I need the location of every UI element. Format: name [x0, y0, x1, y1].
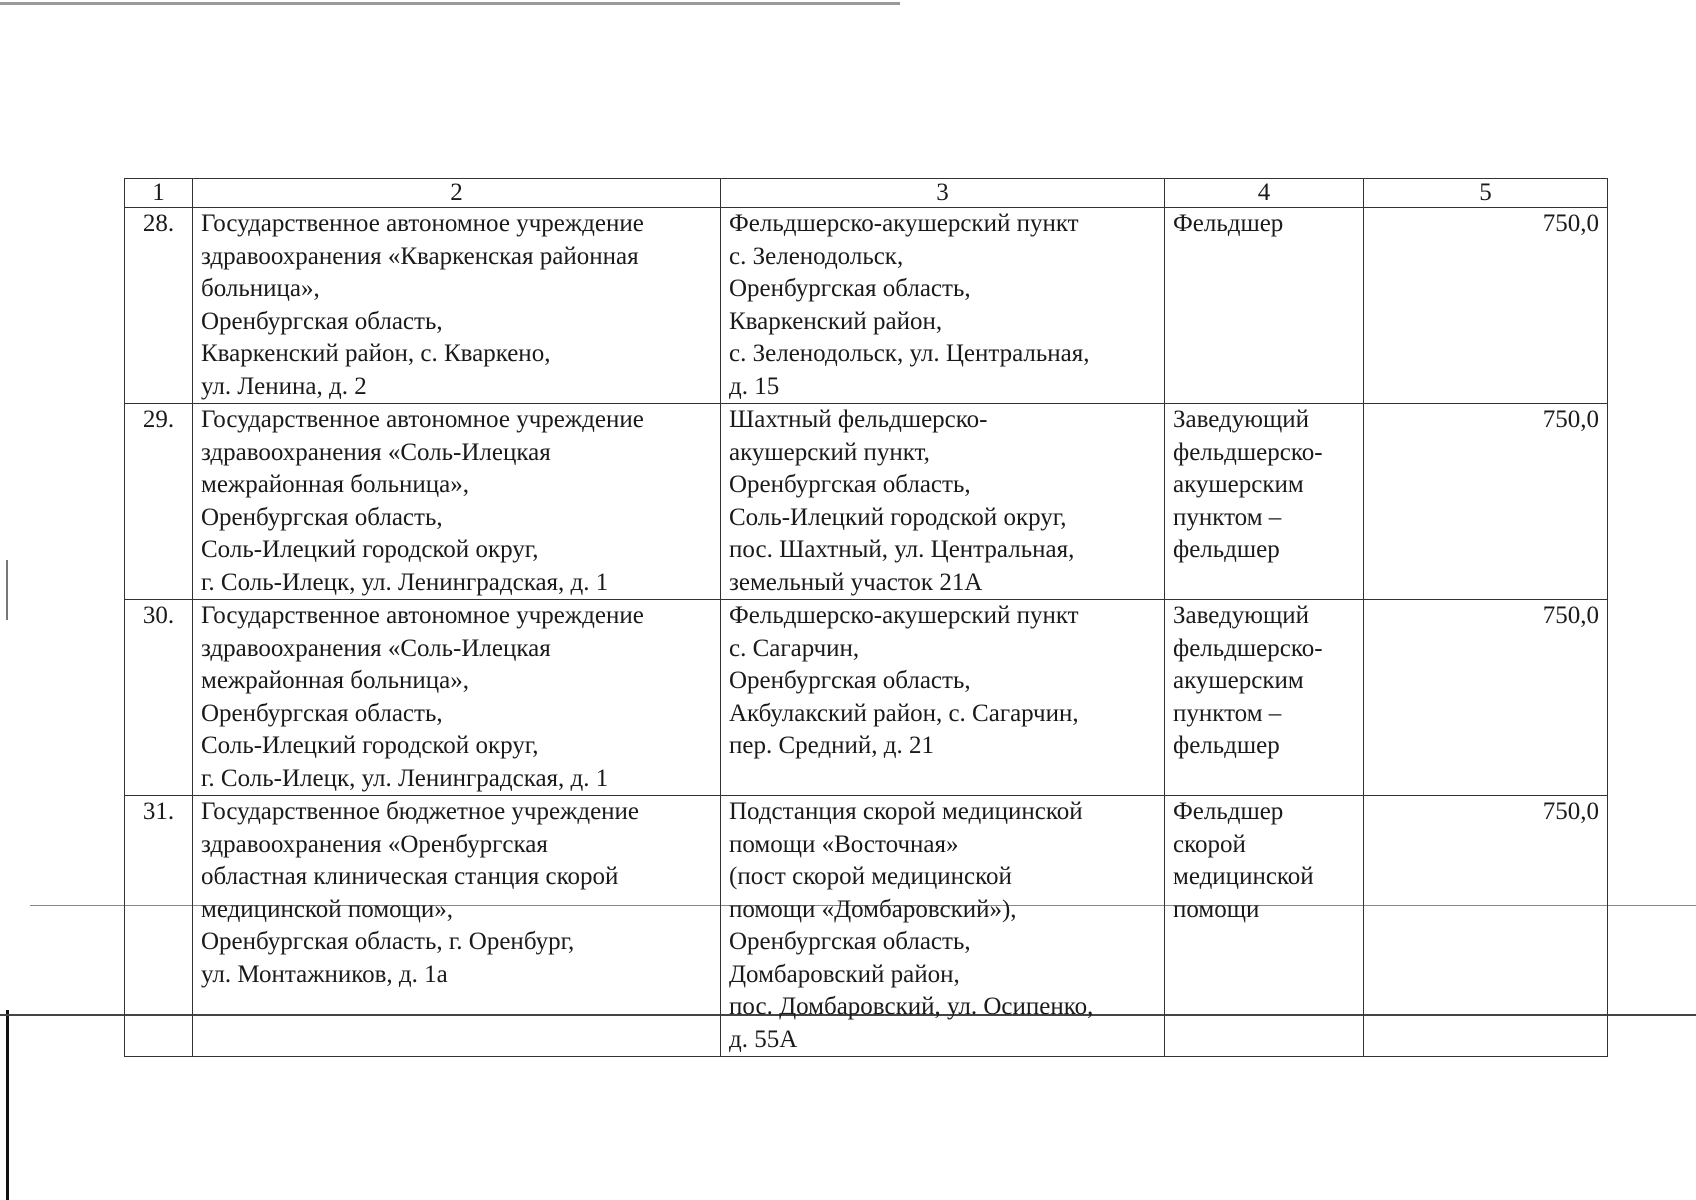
column-header: 3 — [721, 179, 1165, 208]
position-line: пунктом – — [1173, 699, 1282, 727]
location-line: с. Сагарчин, — [729, 634, 860, 662]
institution-line: Оренбургская область, — [201, 307, 443, 335]
institution-line: Оренбургская область, г. Оренбург, — [201, 928, 575, 955]
position-line: фельдшерско- — [1173, 634, 1323, 662]
institution-line: Соль-Илецкий городской округ, — [201, 732, 539, 759]
location-line: с. Зеленодольск, — [729, 242, 904, 270]
amount-cell: 750,0 — [1364, 208, 1608, 404]
amount-cell: 750,0 — [1364, 600, 1608, 796]
location-line: пос. Шахтный, ул. Центральная, — [729, 536, 1075, 563]
institution-line: здравоохранения «Кваркенская районная — [201, 242, 639, 270]
document-table — [124, 178, 1608, 1057]
position-line: скорой — [1173, 830, 1246, 858]
position-line: фельдшер — [1173, 732, 1280, 759]
location-line: пос. Домбаровский, ул. Осипенко, — [729, 993, 1094, 1020]
institution-line: Государственное автономное учреждение — [201, 210, 644, 237]
location-cell — [721, 796, 1165, 1057]
location-cell — [721, 404, 1165, 600]
position-line: пунктом – — [1173, 503, 1282, 531]
institution-line: межрайонная больница», — [201, 667, 470, 694]
scan-artifact-left-line — [6, 1010, 9, 1200]
institution-line: Соль-Илецкий городской округ, — [201, 536, 539, 563]
location-line: Оренбургская область, — [729, 275, 971, 302]
row-number: 31. — [125, 796, 193, 1057]
position-line: акушерским — [1173, 667, 1304, 694]
institution-line: здравоохранения «Соль-Илецкая — [201, 634, 551, 662]
institution-cell — [193, 404, 721, 600]
location-line: (пост скорой медицинской — [729, 863, 1012, 890]
table-row — [125, 600, 1608, 796]
location-line: Домбаровский район, — [729, 960, 960, 988]
institution-line: здравоохранения «Оренбургская — [201, 830, 548, 858]
position-line: фельдшерско- — [1173, 438, 1323, 466]
location-line: акушерский пункт, — [729, 438, 930, 466]
location-line: д. 15 — [729, 372, 780, 400]
scan-artifact-top-line — [0, 2, 900, 5]
location-line: помощи «Восточная» — [729, 830, 959, 858]
location-line: земельный участок 21А — [729, 568, 983, 596]
location-line: помощи «Домбаровский»), — [729, 895, 1017, 923]
row-number: 28. — [125, 208, 193, 404]
institution-cell — [193, 796, 721, 1057]
table-row — [125, 796, 1608, 1057]
location-line: Подстанция скорой медицинской — [729, 798, 1083, 825]
institution-line: Государственное бюджетное учреждение — [201, 798, 640, 825]
institution-line: Оренбургская область, — [201, 503, 443, 531]
location-line: Оренбургская область, — [729, 471, 971, 498]
column-header: 1 — [125, 179, 193, 208]
institution-line: межрайонная больница», — [201, 471, 470, 498]
location-line: Акбулакский район, с. Сагарчин, — [729, 699, 1079, 727]
location-line: д. 55А — [729, 1025, 798, 1053]
institution-line: медицинской помощи», — [201, 895, 454, 923]
location-line: Оренбургская область, — [729, 667, 971, 694]
institution-line: больница», — [201, 275, 320, 302]
institution-line: г. Соль-Илецк, ул. Ленинградская, д. 1 — [201, 764, 609, 792]
location-line: Шахтный фельдшерско- — [729, 406, 988, 433]
position-cell — [1165, 796, 1364, 1057]
location-line: Оренбургская область, — [729, 928, 971, 955]
institution-line: Государственное автономное учреждение — [201, 406, 644, 433]
amount-cell: 750,0 — [1364, 796, 1608, 1057]
scan-artifact-left-mark — [6, 560, 8, 620]
table-header-row — [125, 179, 1608, 208]
institution-line: Оренбургская область, — [201, 699, 443, 727]
position-line: Заведующий — [1173, 602, 1309, 629]
institution-cell — [193, 208, 721, 404]
position-cell — [1165, 600, 1364, 796]
position-line: Заведующий — [1173, 406, 1309, 433]
column-header: 5 — [1364, 179, 1608, 208]
institution-line: ул. Ленина, д. 2 — [201, 372, 367, 400]
institution-line: г. Соль-Илецк, ул. Ленинградская, д. 1 — [201, 568, 609, 596]
institution-line: областная клиническая станция скорой — [201, 863, 619, 890]
table-row — [125, 404, 1608, 600]
location-cell — [721, 600, 1165, 796]
position-line: фельдшер — [1173, 536, 1280, 563]
location-line: Кваркенский район, — [729, 307, 943, 335]
location-line: Фельдшерско-акушерский пункт — [729, 210, 1079, 237]
table-row — [125, 208, 1608, 404]
institution-line: здравоохранения «Соль-Илецкая — [201, 438, 551, 466]
position-line: акушерским — [1173, 471, 1304, 498]
location-line: Соль-Илецкий городской округ, — [729, 503, 1067, 531]
amount-cell: 750,0 — [1364, 404, 1608, 600]
location-line: с. Зеленодольск, ул. Центральная, — [729, 340, 1090, 367]
position-cell — [1165, 208, 1364, 404]
position-cell — [1165, 404, 1364, 600]
position-line: Фельдшер — [1173, 798, 1284, 825]
institution-cell — [193, 600, 721, 796]
column-header: 4 — [1165, 179, 1364, 208]
column-header: 2 — [193, 179, 721, 208]
position-line: Фельдшер — [1173, 210, 1284, 237]
row-number: 29. — [125, 404, 193, 600]
location-cell — [721, 208, 1165, 404]
row-number: 30. — [125, 600, 193, 796]
position-line: помощи — [1173, 895, 1260, 923]
position-line: медицинской — [1173, 863, 1314, 890]
location-line: Фельдшерско-акушерский пункт — [729, 602, 1079, 629]
institution-line: Кваркенский район, с. Кваркено, — [201, 340, 551, 367]
institution-line: ул. Монтажников, д. 1а — [201, 960, 448, 988]
location-line: пер. Средний, д. 21 — [729, 732, 934, 759]
institution-line: Государственное автономное учреждение — [201, 602, 644, 629]
